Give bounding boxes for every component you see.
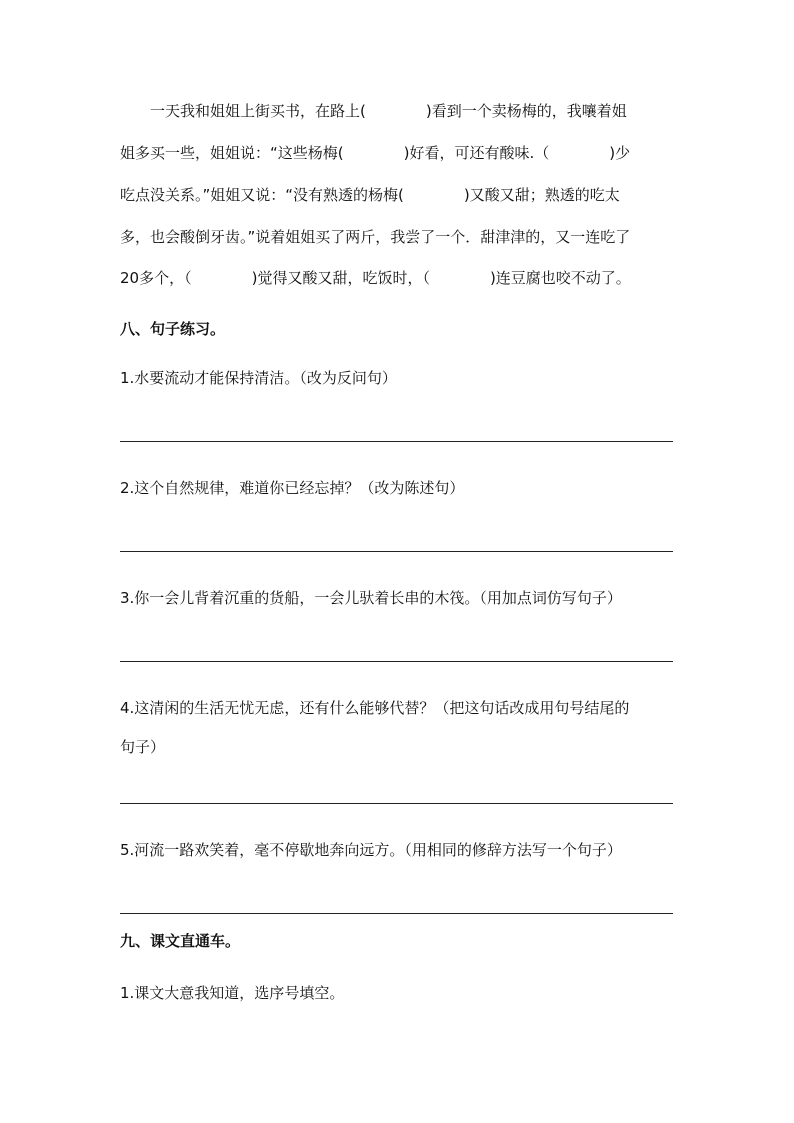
answer-line-8-3[interactable] [120, 661, 673, 662]
question-8-4-line-2: 句子） [120, 738, 166, 756]
passage-line-5: 20多个，（ )觉得又酸又甜，吃饭时，（ )连豆腐也咬不动了。 [120, 269, 631, 287]
answer-line-8-4[interactable] [120, 803, 673, 804]
passage-line-1: 一天我和姐姐上街买书，在路上( )看到一个卖杨梅的，我嚷着姐 [120, 102, 627, 120]
question-9-1: 1.课文大意我知道，选序号填空。 [120, 984, 345, 1002]
question-8-5: 5.河流一路欢笑着，毫不停歇地奔向远方。（用相同的修辞方法写一个句子） [120, 841, 622, 859]
question-8-2: 2.这个自然规律，难道你已经忘掉？（改为陈述句） [120, 479, 465, 497]
question-8-1: 1.水要流动才能保持清洁。（改为反问句） [120, 369, 397, 387]
passage-line-3: 吃点没关系。”姐姐又说：“没有熟透的杨梅( )又酸又甜；熟透的吃太 [120, 186, 620, 204]
section-9-title: 九、课文直通车。 [120, 932, 241, 950]
question-8-3: 3.你一会儿背着沉重的货船，一会儿驮着长串的木筏。（用加点词仿写句子） [120, 589, 622, 607]
question-8-4-line-1: 4.这清闲的生活无忧无虑，还有什么能够代替？（把这句话改成用句号结尾的 [120, 699, 630, 717]
passage-line-4: 多，也会酸倒牙齿。”说着姐姐买了两斤，我尝了一个．甜津津的，又一连吃了 [120, 228, 631, 246]
passage-line-2: 姐多买一些，姐姐说：“这些杨梅( )好看，可还有酸味.（ )少 [120, 144, 631, 162]
answer-line-8-1[interactable] [120, 441, 673, 442]
answer-line-8-2[interactable] [120, 551, 673, 552]
answer-line-8-5[interactable] [120, 913, 673, 914]
section-8-title: 八、句子练习。 [120, 320, 226, 338]
